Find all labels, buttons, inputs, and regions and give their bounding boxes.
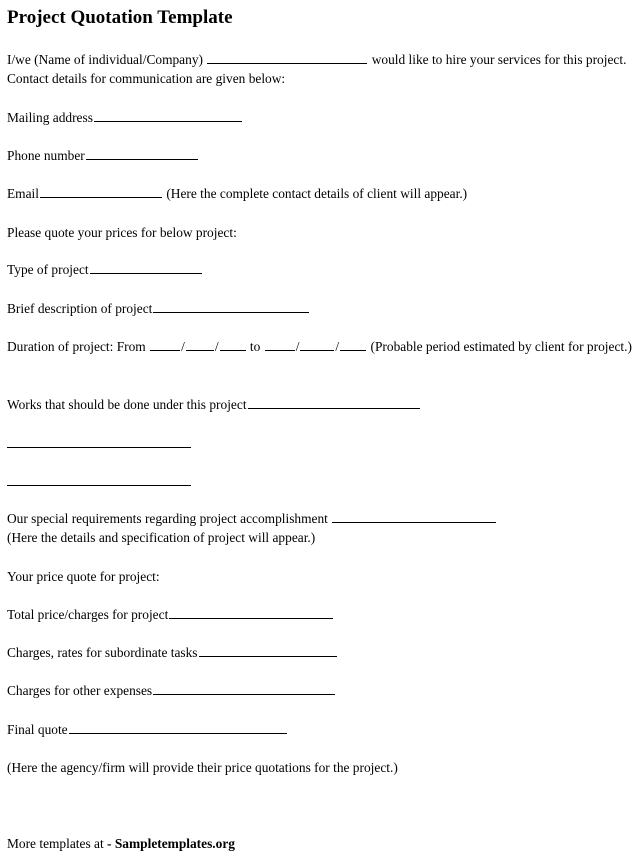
page-title: Project Quotation Template	[7, 7, 233, 28]
mailing-address-blank[interactable]	[94, 109, 242, 122]
other-expenses-line	[7, 681, 635, 700]
total-price-line	[7, 605, 635, 624]
total-price-blank[interactable]	[169, 606, 333, 619]
special-requirements-label: Our special requirements regarding project accomplishment	[7, 511, 328, 526]
special-requirements-blank[interactable]	[332, 510, 496, 523]
brief-description-blank[interactable]	[153, 300, 309, 313]
price-quote-heading: Your price quote for project:	[7, 569, 160, 584]
duration-label: Duration of project: From	[7, 339, 146, 354]
works-blank-line[interactable]	[7, 447, 191, 448]
to-day-blank[interactable]	[265, 338, 295, 351]
final-quote-label: Final quote	[7, 722, 68, 737]
footer	[7, 834, 635, 853]
other-expenses-blank[interactable]	[153, 682, 335, 695]
works-blank-line[interactable]	[7, 485, 191, 486]
final-quote-blank[interactable]	[69, 721, 287, 734]
quote-prompt: Please quote your prices for below project:	[7, 225, 237, 240]
email-line	[7, 184, 635, 203]
email-blank[interactable]	[40, 185, 162, 198]
brief-description-line	[7, 299, 635, 318]
from-day-blank[interactable]	[150, 338, 180, 351]
date-separator: /	[335, 339, 340, 354]
from-month-blank[interactable]	[186, 338, 214, 351]
subordinate-charges-line	[7, 643, 635, 662]
phone-number-label: Phone number	[7, 148, 85, 163]
subordinate-charges-blank[interactable]	[199, 644, 337, 657]
intro-text-start: I/we (Name of individual/Company)	[7, 52, 203, 67]
duration-to: to	[249, 339, 261, 354]
works-label: Works that should be done under this project	[7, 397, 247, 412]
footer-prefix: More templates at	[7, 836, 104, 851]
type-of-project-line	[7, 260, 635, 279]
type-of-project-label: Type of project	[7, 262, 89, 277]
date-separator: /	[295, 339, 300, 354]
from-year-blank[interactable]	[220, 338, 246, 351]
mailing-address-line	[7, 108, 635, 127]
to-month-blank[interactable]	[300, 338, 334, 351]
special-requirements-line	[7, 509, 635, 528]
date-separator: /	[181, 339, 185, 354]
email-note: (Here the complete contact details of client will appear.)	[166, 186, 468, 201]
duration-note: (Probable period estimated by client for project.)	[370, 339, 632, 354]
works-line	[7, 395, 635, 414]
works-blank[interactable]	[248, 396, 420, 409]
intro-text-end: would like to hire your services for this project. Contact details for communication are given below:	[7, 52, 627, 86]
agency-note: (Here the agency/firm will provide their price quotations for the project.)	[7, 760, 398, 775]
phone-number-line	[7, 146, 635, 165]
final-quote-line	[7, 720, 635, 739]
brief-description-label: Brief description of project	[7, 301, 153, 316]
date-separator: /	[214, 339, 219, 354]
special-note: (Here the details and specification of project will appear.)	[7, 530, 316, 545]
subordinate-charges-label: Charges, rates for subordinate tasks	[7, 645, 198, 660]
other-expenses-label: Charges for other expenses	[7, 683, 153, 698]
mailing-address-label: Mailing address	[7, 110, 93, 125]
type-of-project-blank[interactable]	[90, 261, 202, 274]
duration-line	[7, 337, 635, 356]
intro-paragraph	[7, 50, 635, 88]
to-year-blank[interactable]	[340, 338, 366, 351]
footer-site-link[interactable]: - Sampletemplates.org	[107, 836, 235, 851]
total-price-label: Total price/charges for project	[7, 607, 169, 622]
phone-number-blank[interactable]	[86, 147, 198, 160]
email-label: Email	[7, 186, 39, 201]
name-blank[interactable]	[207, 51, 367, 64]
